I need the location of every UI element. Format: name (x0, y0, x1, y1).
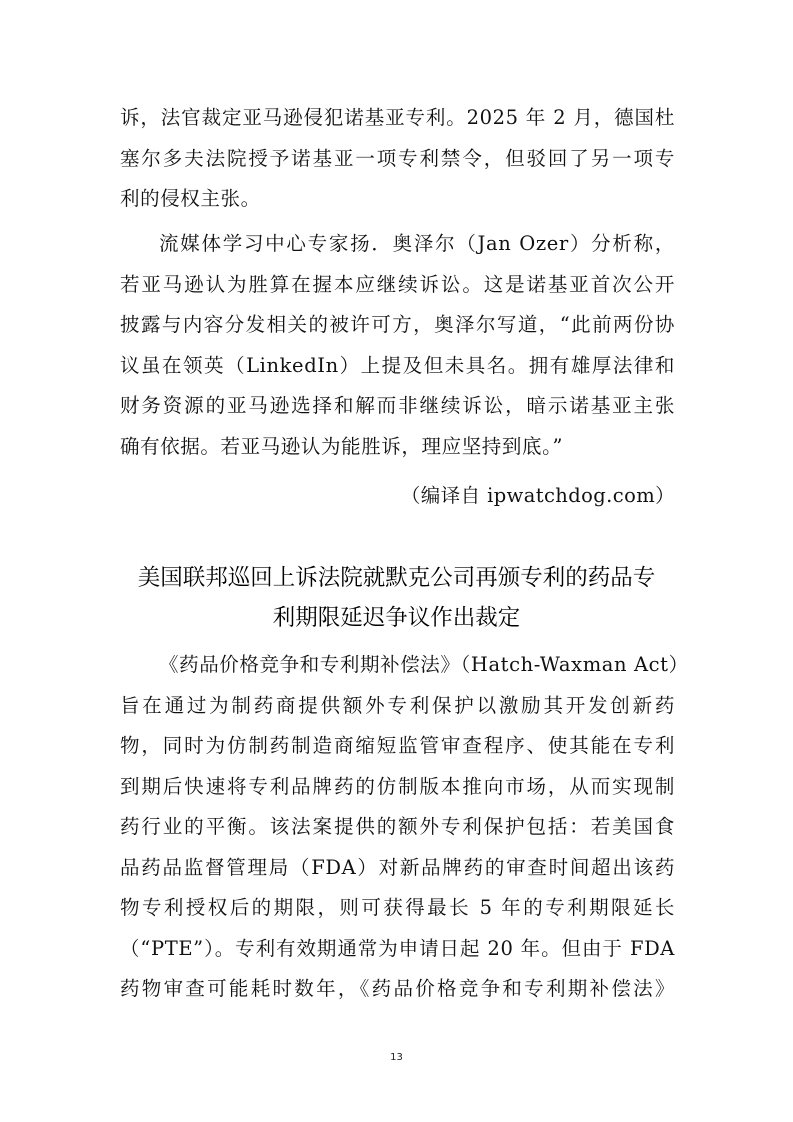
text-line: 旨在通过为制药商提供额外专利保护以激励其开发创新药 (120, 693, 675, 717)
text-line: 披露与内容分发相关的被许可方，奥泽尔写道，“此前两份协 (120, 313, 675, 336)
text-line: 确有依据。若亚马逊认为能胜诉，理应坚持到底。” (120, 434, 564, 458)
source-attribution: （编译自 ipwatchdog.com） (400, 484, 675, 507)
text-line: 《药品价格竞争和专利期补偿法》（Hatch-Waxman Act） (159, 653, 689, 676)
text-line: 诉，法官裁定亚马逊侵犯诺基亚专利。2025 年 2 月，德国杜 (120, 106, 675, 129)
text-line: 药物审查可能耗时数年，《药品价格竞争和专利期补偿法》 (120, 977, 675, 1000)
text-line: 药行业的平衡。该法案提供的额外专利保护包括：若美国食 (120, 815, 675, 838)
text-line: 利的侵权主张。 (120, 187, 261, 210)
text-line: （“PTE”）。专利有效期通常为申请日起 20 年。但由于 FDA (120, 936, 675, 960)
section-heading (110, 558, 683, 638)
text-line: 若亚马逊认为胜算在握本应继续诉讼。这是诺基亚首次公开 (120, 272, 675, 296)
text-line: 物，同时为仿制药制造商缩短监管审查程序、使其能在专利 (120, 734, 675, 757)
text-line: 塞尔多夫法院授予诺基亚一项专利禁令，但驳回了另一项专 (120, 146, 675, 170)
text-line: 议虽在领英（LinkedIn）上提及但未具名。拥有雄厚法律和 (120, 353, 675, 377)
text-line: 流媒体学习中心专家扬．奥泽尔（Jan Ozer）分析称， (159, 232, 675, 255)
text-line: 品药品监督管理局（FDA）对新品牌药的审查时间超出该药 (120, 855, 675, 879)
paragraph-expert-analysis (120, 224, 675, 467)
paragraph-hatch-waxman (120, 645, 689, 1010)
text-line: 财务资源的亚马逊选择和解而非继续诉讼，暗示诺基亚主张 (120, 394, 675, 417)
text-line: 物专利授权后的期限，则可获得最长 5 年的专利期限延长 (120, 896, 675, 919)
heading-line: 美国联邦巡回上诉法院就默克公司再颁专利的药品专 (137, 565, 656, 591)
page-number: 13 (390, 1052, 403, 1063)
text-line: 到期后快速将专利品牌药的仿制版本推向市场，从而实现制 (120, 774, 675, 798)
heading-line: 利期限延迟争议作出裁定 (272, 605, 521, 631)
paragraph-continuation (120, 98, 675, 220)
